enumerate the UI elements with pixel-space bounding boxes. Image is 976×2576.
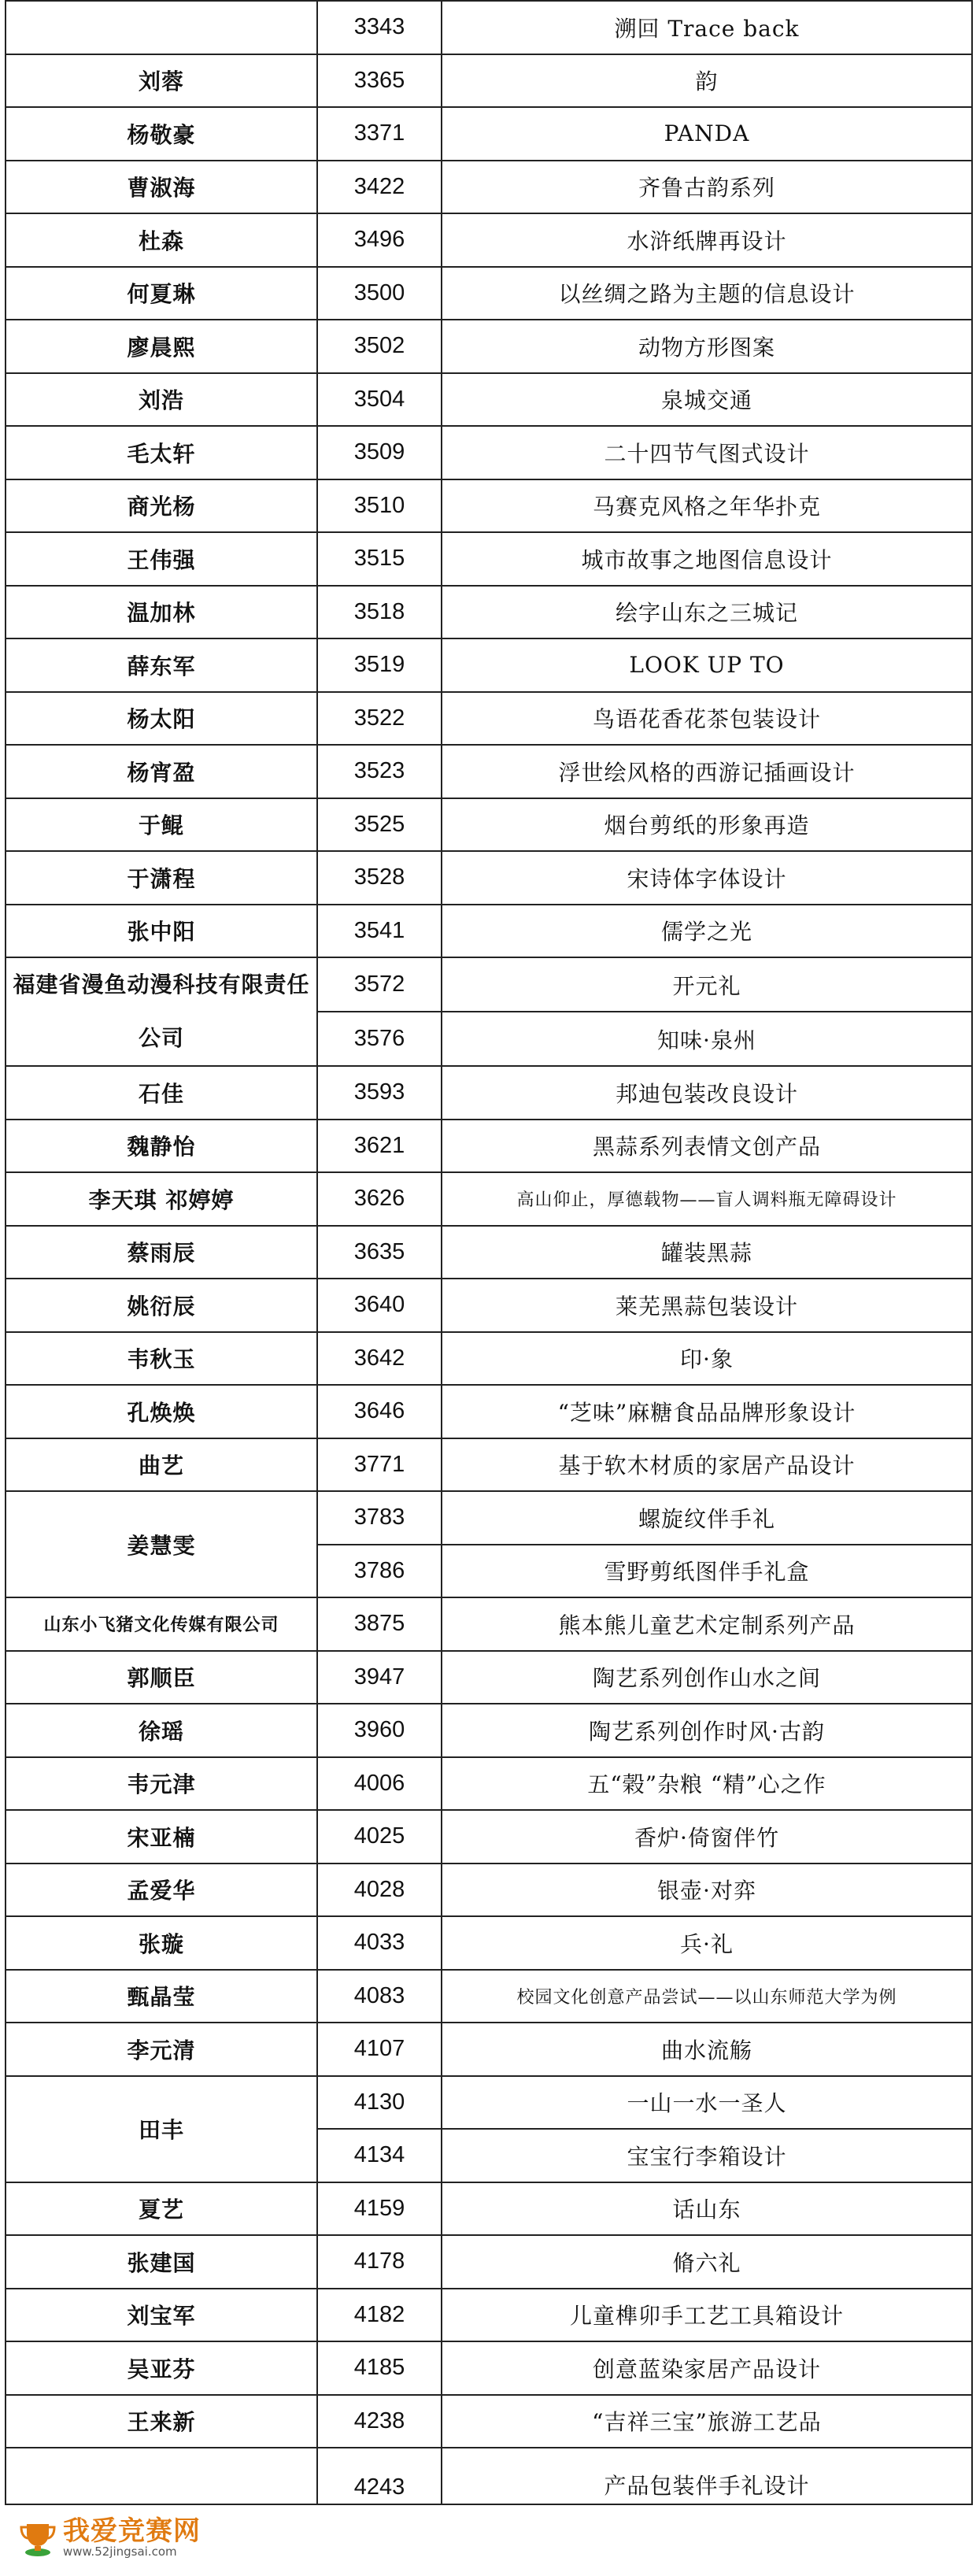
table-row [6,1651,972,1704]
work-title-cell: 印·象 [442,1332,972,1386]
work-title-cell: 浮世绘风格的西游记插画设计 [442,745,972,798]
work-title-cell: 基于软木材质的家居产品设计 [442,1438,972,1492]
author-cell: 杨宵盈 [6,745,317,798]
table-row [6,745,972,798]
table-row [6,2448,972,2504]
table-row [6,1,972,54]
author-cell: 田丰 [6,2076,317,2182]
table-row [6,2023,972,2076]
author-cell: 福建省漫鱼动漫科技有限责任公司 [6,957,317,1066]
work-title-cell: PANDA [442,107,972,161]
entry-number-cell: 3875 [317,1597,442,1651]
entry-number-cell: 3646 [317,1385,442,1438]
work-title-cell: 莱芜黑蒜包装设计 [442,1279,972,1332]
author-cell: 张璇 [6,1916,317,1970]
table-row [6,426,972,479]
watermark-title: 我爱竞赛网 [63,2515,201,2548]
entry-number-cell: 3510 [317,479,442,533]
entry-number-cell: 3496 [317,213,442,267]
entry-number-cell: 4238 [317,2395,442,2448]
entry-number-cell: 3593 [317,1066,442,1120]
entry-number-cell: 4130 [317,2076,442,2130]
trophy-icon [17,2518,58,2559]
work-title-cell: 五“榖”杂粮 “精”心之作 [442,1757,972,1811]
author-cell: 张中阳 [6,905,317,958]
author-cell: 刘宝军 [6,2289,317,2342]
author-cell: 杨敬豪 [6,107,317,161]
table-row [6,54,972,108]
entry-number-cell: 3640 [317,1279,442,1332]
table-row [6,107,972,161]
entry-number-cell: 3621 [317,1120,442,1173]
author-cell: 杜森 [6,213,317,267]
entry-number-cell: 3541 [317,905,442,958]
work-title-cell: 绘字山东之三城记 [442,586,972,639]
author-cell: 刘蓉 [6,54,317,108]
table-row [6,1438,972,1492]
work-title-cell: 溯回 Trace back [442,1,972,54]
table-row [6,1332,972,1386]
entry-number-cell: 4006 [317,1757,442,1811]
work-title-cell: 香炉·倚窗伴竹 [442,1810,972,1864]
entry-number-cell: 4178 [317,2235,442,2289]
entry-number-cell: 3783 [317,1491,442,1545]
entry-number-cell: 4025 [317,1810,442,1864]
work-title-cell: 齐鲁古韵系列 [442,161,972,214]
work-title-cell: 创意蓝染家居产品设计 [442,2341,972,2395]
work-title-cell: 兵·礼 [442,1916,972,1970]
entry-number-cell: 3509 [317,426,442,479]
author-cell: 夏艺 [6,2182,317,2236]
table-row [6,532,972,586]
table-row [6,1120,972,1173]
entry-number-cell: 3518 [317,586,442,639]
entry-number-cell: 4185 [317,2341,442,2395]
entry-number-cell: 3626 [317,1172,442,1226]
table-row [6,851,972,905]
author-cell: 山东小飞猪文化传媒有限公司 [6,1597,317,1651]
entry-number-cell: 4033 [317,1916,442,1970]
author-cell: 刘浩 [6,373,317,427]
table-row [6,1172,972,1226]
author-cell: 于潇程 [6,851,317,905]
table-row [6,905,972,958]
table-row [6,1757,972,1811]
table-row [6,1864,972,1917]
author-cell: 杨太阳 [6,692,317,746]
author-cell: 孔焕焕 [6,1385,317,1438]
entry-number-cell: 3642 [317,1332,442,1386]
work-title-cell: 话山东 [442,2182,972,2236]
work-title-cell: 产品包装伴手礼设计 [442,2448,972,2504]
entry-number-cell: 3635 [317,1226,442,1279]
table-row [6,638,972,692]
entry-number-cell: 3502 [317,320,442,373]
entry-number-cell: 3947 [317,1651,442,1704]
table-row [6,1704,972,1757]
author-cell: 曹淑海 [6,161,317,214]
table-row [6,586,972,639]
entry-number-cell: 3365 [317,54,442,108]
work-title-cell: 脩六礼 [442,2235,972,2289]
work-title-cell: 以丝绸之路为主题的信息设计 [442,267,972,320]
entry-number-cell: 3771 [317,1438,442,1492]
work-title-cell: “吉祥三宝”旅游工艺品 [442,2395,972,2448]
work-title-cell: 黑蒜系列表情文创产品 [442,1120,972,1173]
work-title-cell: 韵 [442,54,972,108]
entry-number-cell: 4182 [317,2289,442,2342]
table-row [6,692,972,746]
work-title-cell: 邦迪包装改良设计 [442,1066,972,1120]
table-row [6,2076,972,2130]
entry-number-cell: 4243 [317,2448,442,2504]
table-row [6,1385,972,1438]
author-cell: 温加林 [6,586,317,639]
author-cell: 甄晶莹 [6,1970,317,2023]
entry-number-cell: 3500 [317,267,442,320]
award-list-body [6,1,972,2504]
table-row [6,2395,972,2448]
work-title-cell: 城市故事之地图信息设计 [442,532,972,586]
entry-number-cell: 3525 [317,798,442,852]
entry-number-cell: 3576 [317,1012,442,1066]
work-title-cell: 高山仰止，厚德载物——盲人调料瓶无障碍设计 [442,1172,972,1226]
author-cell [6,2448,317,2504]
table-row [6,1066,972,1120]
work-title-cell: 宝宝行李箱设计 [442,2129,972,2182]
entry-number-cell: 4083 [317,1970,442,2023]
author-cell: 王来新 [6,2395,317,2448]
author-cell: 徐瑶 [6,1704,317,1757]
work-title-cell: “芝味”麻糖食品品牌形象设计 [442,1385,972,1438]
work-title-cell: 烟台剪纸的形象再造 [442,798,972,852]
entry-number-cell: 3572 [317,957,442,1012]
entry-number-cell: 3422 [317,161,442,214]
table-row [6,2235,972,2289]
author-cell: 石佳 [6,1066,317,1120]
table-row [6,213,972,267]
entry-number-cell: 3522 [317,692,442,746]
work-title-cell: 罐装黑蒜 [442,1226,972,1279]
author-cell: 毛太轩 [6,426,317,479]
table-row [6,161,972,214]
author-cell: 李天琪 祁婷婷 [6,1172,317,1226]
author-cell: 姚衍辰 [6,1279,317,1332]
author-cell [6,1,317,54]
work-title-cell: 水浒纸牌再设计 [442,213,972,267]
work-title-cell: 螺旋纹伴手礼 [442,1491,972,1545]
author-cell: 商光杨 [6,479,317,533]
work-title-cell: 二十四节气图式设计 [442,426,972,479]
author-cell: 蔡雨辰 [6,1226,317,1279]
entry-number-cell: 3343 [317,1,442,54]
author-cell: 宋亚楠 [6,1810,317,1864]
table-row [6,1226,972,1279]
work-title-cell: 儿童榫卯手工艺工具箱设计 [442,2289,972,2342]
author-cell: 廖晨熙 [6,320,317,373]
table-row [6,1916,972,1970]
table-row [6,2182,972,2236]
work-title-cell: 泉城交通 [442,373,972,427]
table-row [6,479,972,533]
watermark-url: www.52jingsai.com [63,2544,177,2559]
author-cell: 王伟强 [6,532,317,586]
entry-number-cell: 3515 [317,532,442,586]
author-cell: 于鲲 [6,798,317,852]
entry-number-cell: 3519 [317,638,442,692]
entry-number-cell: 3960 [317,1704,442,1757]
table-row [6,320,972,373]
work-title-cell: 陶艺系列创作时风·古韵 [442,1704,972,1757]
work-title-cell: 开元礼 [442,957,972,1012]
author-cell: 张建国 [6,2235,317,2289]
work-title-cell: 儒学之光 [442,905,972,958]
author-cell: 薛东军 [6,638,317,692]
author-cell: 何夏琳 [6,267,317,320]
entry-number-cell: 3528 [317,851,442,905]
author-cell: 曲艺 [6,1438,317,1492]
table-row [6,1810,972,1864]
table-row [6,1279,972,1332]
award-list-table [5,0,973,2505]
author-cell: 郭顺臣 [6,1651,317,1704]
work-title-cell: 熊本熊儿童艺术定制系列产品 [442,1597,972,1651]
work-title-cell: 宋诗体字体设计 [442,851,972,905]
entry-number-cell: 4028 [317,1864,442,1917]
author-cell: 孟爱华 [6,1864,317,1917]
table-row [6,957,972,1012]
table-row [6,1970,972,2023]
entry-number-cell: 3786 [317,1545,442,1598]
work-title-cell: 马赛克风格之年华扑克 [442,479,972,533]
work-title-cell: 知味·泉州 [442,1012,972,1066]
entry-number-cell: 4134 [317,2129,442,2182]
work-title-cell: 校园文化创意产品尝试——以山东师范大学为例 [442,1970,972,2023]
table-row [6,267,972,320]
entry-number-cell: 3523 [317,745,442,798]
table-row [6,798,972,852]
author-cell: 魏静怡 [6,1120,317,1173]
work-title-cell: 曲水流觞 [442,2023,972,2076]
entry-number-cell: 4159 [317,2182,442,2236]
work-title-cell: 银壶·对弈 [442,1864,972,1917]
work-title-cell: 一山一水一圣人 [442,2076,972,2130]
work-title-cell: 雪野剪纸图伴手礼盒 [442,1545,972,1598]
author-cell: 韦秋玉 [6,1332,317,1386]
entry-number-cell: 4107 [317,2023,442,2076]
watermark-logo [17,2515,201,2559]
table-row [6,2341,972,2395]
work-title-cell: 动物方形图案 [442,320,972,373]
entry-number-cell: 3371 [317,107,442,161]
work-title-cell: 鸟语花香花茶包装设计 [442,692,972,746]
author-cell: 李元清 [6,2023,317,2076]
author-cell: 韦元津 [6,1757,317,1811]
table-row [6,1491,972,1545]
author-cell: 姜慧雯 [6,1491,317,1597]
work-title-cell: 陶艺系列创作山水之间 [442,1651,972,1704]
work-title-cell: LOOK UP TO [442,638,972,692]
table-row [6,1597,972,1651]
author-cell: 吴亚芬 [6,2341,317,2395]
table-row [6,373,972,427]
entry-number-cell: 3504 [317,373,442,427]
table-row [6,2289,972,2342]
